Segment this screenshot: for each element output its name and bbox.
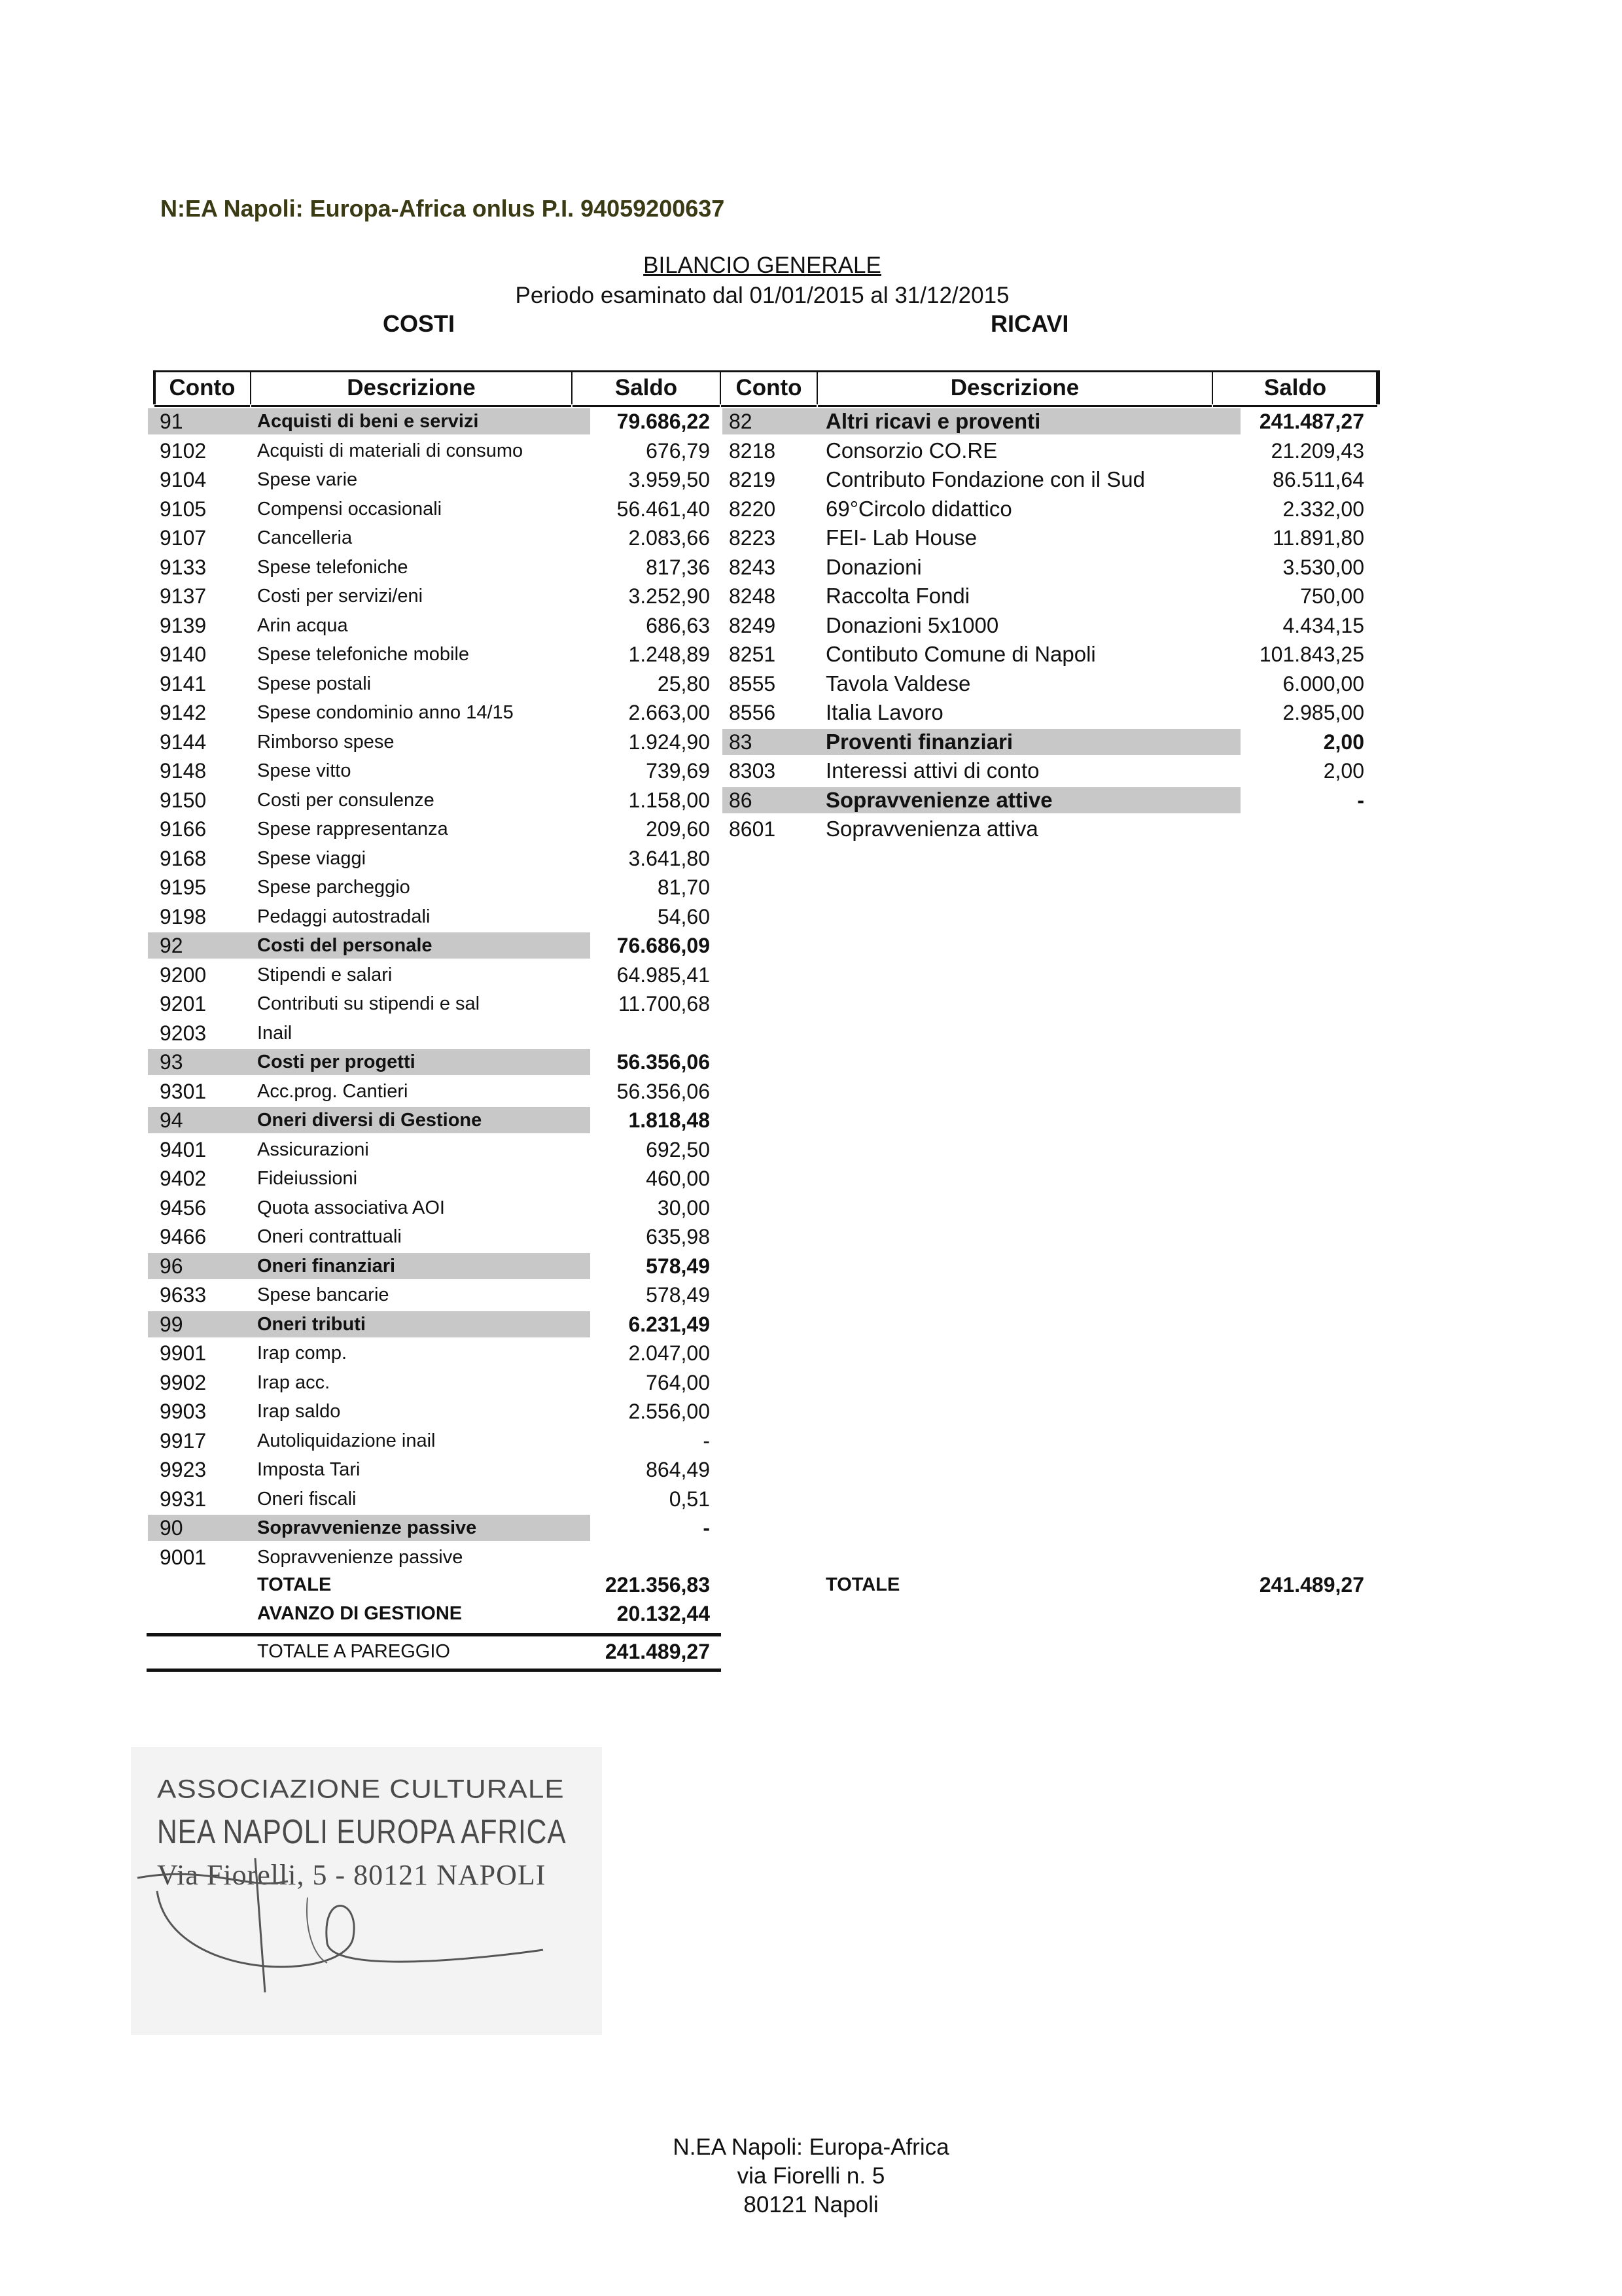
ricavi-row-amount: 750,00 [1300,584,1364,608]
ricavi-row-description: Altri ricavi e proventi [826,409,1041,433]
pareggio-label: TOTALE A PAREGGIO [257,1641,450,1662]
costi-row-amount: 2.663,00 [628,701,710,724]
costi-row-amount: 692,50 [646,1138,710,1161]
costi-row-code: 9198 [160,905,207,928]
footer-line-3: 80121 Napoli [743,2192,879,2217]
costi-row-description: Oneri diversi di Gestione [257,1110,482,1131]
costi-row-code: 9102 [160,439,207,463]
costi-row-code: 9923 [160,1458,207,1481]
costi-row-amount: 209,60 [646,817,710,841]
costi-row-code: 9901 [160,1341,207,1365]
costi-row-amount: 1.924,90 [628,730,710,754]
ricavi-row-amount [1217,815,1364,843]
costi-row-code: 9140 [160,643,207,666]
ricavi-row-description: 69°Circolo didattico [826,497,1012,521]
costi-row-description: Acquisti di materiali di consumo [257,440,523,461]
costi-row-code: 9150 [160,788,207,812]
ricavi-row-description: Sopravvenienza attiva [826,817,1038,841]
organization-title: N:EA Napoli: Europa-Africa onlus P.I. 94059200637 [160,195,725,222]
costi-row-description: Spese rappresentanza [257,819,448,839]
ricavi-row-amount: 241.487,27 [1259,410,1364,433]
costi-row-code: 99 [160,1313,183,1336]
costi-row-code: 9917 [160,1429,207,1453]
costi-row-code: 9104 [160,468,207,491]
pareggio-value: 241.489,27 [605,1640,710,1663]
costi-row-description: Assicurazioni [257,1139,369,1160]
ricavi-row-amount: 4.434,15 [1282,614,1364,637]
costi-row-amount: 864,49 [646,1458,710,1481]
costi-row-amount: 1.248,89 [628,643,710,666]
costi-row-code: 9107 [160,526,207,550]
costi-row-code: 92 [160,934,183,957]
ricavi-row-code: 8249 [729,614,776,637]
header-saldo-ricavi: Saldo [1213,370,1377,407]
ricavi-row-code: 8556 [729,701,776,724]
costi-row-description: Sopravvenienze passive [257,1547,463,1568]
costi-heading: COSTI [383,310,455,337]
costi-row-amount: 25,80 [657,672,710,696]
ricavi-row-code: 8220 [729,497,776,521]
ricavi-row-amount: 86.511,64 [1273,468,1364,491]
group-row-highlight [148,1311,590,1337]
costi-row-code: 9466 [160,1225,207,1248]
stamp-line-1: ASSOCIAZIONE CULTURALE [157,1775,565,1804]
costi-row-description: Costi del personale [257,935,432,956]
document-title: BILANCIO GENERALE [643,253,881,278]
ricavi-row-code: 8219 [729,468,776,491]
costi-row-description: Acc.prog. Cantieri [257,1081,408,1102]
header-descrizione-ricavi: Descrizione [818,370,1212,407]
costi-row-amount: 30,00 [657,1196,710,1220]
costi-row-amount: 0,51 [669,1487,710,1511]
costi-row-amount: 676,79 [646,439,710,463]
costi-row-code: 9105 [160,497,207,521]
ricavi-row-code: 8303 [729,759,776,783]
costi-row-code: 9301 [160,1080,207,1103]
ricavi-row-amount: 101.843,25 [1259,643,1364,666]
costi-row-amount: 764,00 [646,1371,710,1394]
totals-divider [147,1633,721,1636]
costi-row-description: Spese vitto [257,760,351,781]
costi-row-description: Oneri contrattuali [257,1226,402,1247]
costi-row-amount: 2.083,66 [628,526,710,550]
ricavi-row-amount: - [1357,788,1364,812]
costi-row-description: Irap comp. [257,1343,347,1364]
header-divider [571,370,573,404]
ricavi-row-code: 8223 [729,526,776,550]
costi-row-description: Spese telefoniche [257,557,408,578]
costi-row-description: Oneri fiscali [257,1489,357,1510]
costi-row-code: 9168 [160,847,207,870]
costi-row-amount: 56.356,06 [616,1050,710,1074]
costi-row-description: Quota associativa AOI [257,1197,445,1218]
header-divider [1212,370,1213,404]
ricavi-row-code: 8601 [729,817,776,841]
costi-row-amount: 64.985,41 [616,963,710,987]
costi-row-code: 9139 [160,614,207,637]
costi-row-amount [576,1543,710,1572]
signature-icon [131,1852,550,1996]
costi-row-amount: 1.818,48 [628,1108,710,1132]
costi-row-code: 9903 [160,1400,207,1423]
costi-row-amount: 56.461,40 [616,497,710,521]
ricavi-row-description: Contibuto Comune di Napoli [826,642,1096,666]
costi-row-code: 9166 [160,817,207,841]
costi-row-description: Pedaggi autostradali [257,906,431,927]
costi-row-amount: 2.047,00 [628,1341,710,1365]
costi-row-description: Rimborso spese [257,732,395,752]
costi-row-amount: 6.231,49 [628,1313,710,1336]
ricavi-row-code: 8248 [729,584,776,608]
costi-row-amount: 76.686,09 [616,934,710,957]
costi-row-description: Contributi su stipendi e sal [257,993,480,1014]
costi-row-amount: 11.700,68 [618,992,710,1016]
ricavi-row-amount: 11.891,80 [1273,526,1364,550]
costi-row-code: 93 [160,1050,183,1074]
ricavi-row-code: 86 [729,788,752,812]
pareggio-underline [147,1669,721,1672]
costi-row-description: Spese bancarie [257,1284,389,1305]
costi-row-code: 9931 [160,1487,207,1511]
header-conto-ricavi: Conto [721,370,817,407]
costi-row-code: 9200 [160,963,207,987]
costi-row-code: 91 [160,410,183,433]
ricavi-row-description: Contributo Fondazione con il Sud [826,467,1145,491]
document-period: Periodo esaminato dal 01/01/2015 al 31/12/2015 [515,283,1010,308]
costi-row-code: 9195 [160,875,207,899]
ricavi-row-amount: 2.985,00 [1282,701,1364,724]
costi-row-code: 9401 [160,1138,207,1161]
costi-row-description: Spese telefoniche mobile [257,644,470,665]
stamp-line-3: Via Fiorelli, 5 - 80121 NAPOLI [157,1859,546,1891]
totale-costi-label: TOTALE [257,1574,332,1595]
avanzo-value: 20.132,44 [616,1602,710,1625]
header-descrizione: Descrizione [251,370,571,407]
costi-row-code: 9144 [160,730,207,754]
footer-line-1: N.EA Napoli: Europa-Africa [673,2134,949,2160]
costi-row-description: Acquisti di beni e servizi [257,411,479,432]
totale-costi-value: 221.356,83 [605,1573,710,1597]
costi-row-amount: - [703,1429,710,1453]
costi-row-description: Costi per progetti [257,1051,415,1072]
costi-row-code: 96 [160,1254,183,1278]
header-divider [817,370,818,404]
ricavi-row-description: Interessi attivi di conto [826,758,1040,783]
totale-ricavi-label: TOTALE [826,1574,900,1595]
stamp-line-2: NEA NAPOLI EUROPA AFRICA [157,1813,567,1851]
costi-row-code: 9456 [160,1196,207,1220]
costi-row-description: Costi per servizi/eni [257,586,423,607]
ricavi-row-description: Donazioni 5x1000 [826,613,999,637]
costi-row-description: Arin acqua [257,615,348,636]
costi-row-description: Spese parcheggio [257,877,410,898]
costi-row-description: Oneri tributi [257,1314,366,1335]
header-divider [720,370,721,404]
costi-row-amount: 81,70 [657,875,710,899]
costi-row-code: 9201 [160,992,207,1016]
costi-row-amount: 578,49 [646,1254,710,1278]
costi-row-description: Spese varie [257,469,358,490]
costi-row-description: Spese viaggi [257,848,366,869]
header-saldo: Saldo [573,370,720,407]
ricavi-row-code: 83 [729,730,752,754]
ricavi-row-description: Raccolta Fondi [826,584,970,608]
ricavi-row-description: Tavola Valdese [826,671,971,696]
costi-row-description: Irap acc. [257,1372,330,1393]
costi-row-description: Costi per consulenze [257,790,434,811]
ricavi-row-description: FEI- Lab House [826,525,978,550]
costi-row-code: 90 [160,1516,183,1540]
costi-row-description: Stipendi e salari [257,964,393,985]
ricavi-row-description: Proventi finanziari [826,730,1014,754]
ricavi-row-amount: 6.000,00 [1282,672,1364,696]
costi-row-description: Cancelleria [257,527,353,548]
costi-row-code: 9203 [160,1021,207,1045]
costi-row-code: 9633 [160,1283,207,1307]
costi-row-code: 9402 [160,1167,207,1190]
costi-row-amount: 460,00 [646,1167,710,1190]
costi-row-description: Spese postali [257,673,372,694]
ricavi-heading: RICAVI [991,310,1069,337]
costi-row-amount: 817,36 [646,556,710,579]
footer-line-2: via Fiorelli n. 5 [737,2163,885,2189]
costi-row-amount: 3.959,50 [628,468,710,491]
costi-row-code: 94 [160,1108,183,1132]
ricavi-row-code: 8555 [729,672,776,696]
costi-row-amount: 56.356,06 [616,1080,710,1103]
ricavi-row-amount: 3.530,00 [1282,556,1364,579]
ricavi-row-amount: 2.332,00 [1282,497,1364,521]
costi-row-description: Inail [257,1023,292,1044]
ricavi-row-amount: 21.209,43 [1271,439,1364,463]
costi-row-code: 9001 [160,1545,207,1569]
ricavi-row-code: 8251 [729,643,776,666]
costi-row-description: Oneri finanziari [257,1256,396,1277]
costi-row-code: 9133 [160,556,207,579]
costi-row-amount: 3.641,80 [628,847,710,870]
costi-row-description: Compensi occasionali [257,499,442,520]
costi-row-code: 9142 [160,701,207,724]
ricavi-row-description: Italia Lavoro [826,700,943,724]
costi-row-description: Fideiussioni [257,1168,358,1189]
costi-row-amount: 79.686,22 [616,410,710,433]
avanzo-label: AVANZO DI GESTIONE [257,1603,463,1624]
header-conto: Conto [154,370,250,407]
costi-row-amount: 635,98 [646,1225,710,1248]
totale-ricavi-value: 241.489,27 [1259,1573,1364,1597]
ricavi-row-description: Donazioni [826,555,922,579]
header-divider [250,370,251,404]
costi-row-code: 9902 [160,1371,207,1394]
costi-row-description: Irap saldo [257,1401,341,1422]
costi-row-amount: 54,60 [657,905,710,928]
ricavi-row-amount: 2,00 [1323,759,1364,783]
ricavi-row-code: 8243 [729,556,776,579]
costi-row-description: Sopravvenienze passive [257,1517,477,1538]
ricavi-row-amount: 2,00 [1323,730,1364,754]
costi-row-amount: 578,49 [646,1283,710,1307]
costi-row-code: 9148 [160,759,207,783]
costi-row-code: 9137 [160,584,207,608]
costi-row-amount: 739,69 [646,759,710,783]
costi-row-description: Imposta Tari [257,1459,361,1480]
costi-row-amount: 686,63 [646,614,710,637]
costi-row-amount: 2.556,00 [628,1400,710,1423]
costi-row-amount [576,1019,710,1048]
costi-row-amount: 3.252,90 [628,584,710,608]
ricavi-row-description: Consorzio CO.RE [826,438,998,463]
ricavi-row-code: 8218 [729,439,776,463]
costi-row-description: Spese condominio anno 14/15 [257,702,514,723]
costi-row-amount: - [703,1516,710,1540]
costi-row-amount: 1.158,00 [628,788,710,812]
ricavi-row-code: 82 [729,410,752,433]
ricavi-row-description: Sopravvenienze attive [826,788,1053,812]
costi-row-code: 9141 [160,672,207,696]
costi-row-description: Autoliquidazione inail [257,1430,436,1451]
